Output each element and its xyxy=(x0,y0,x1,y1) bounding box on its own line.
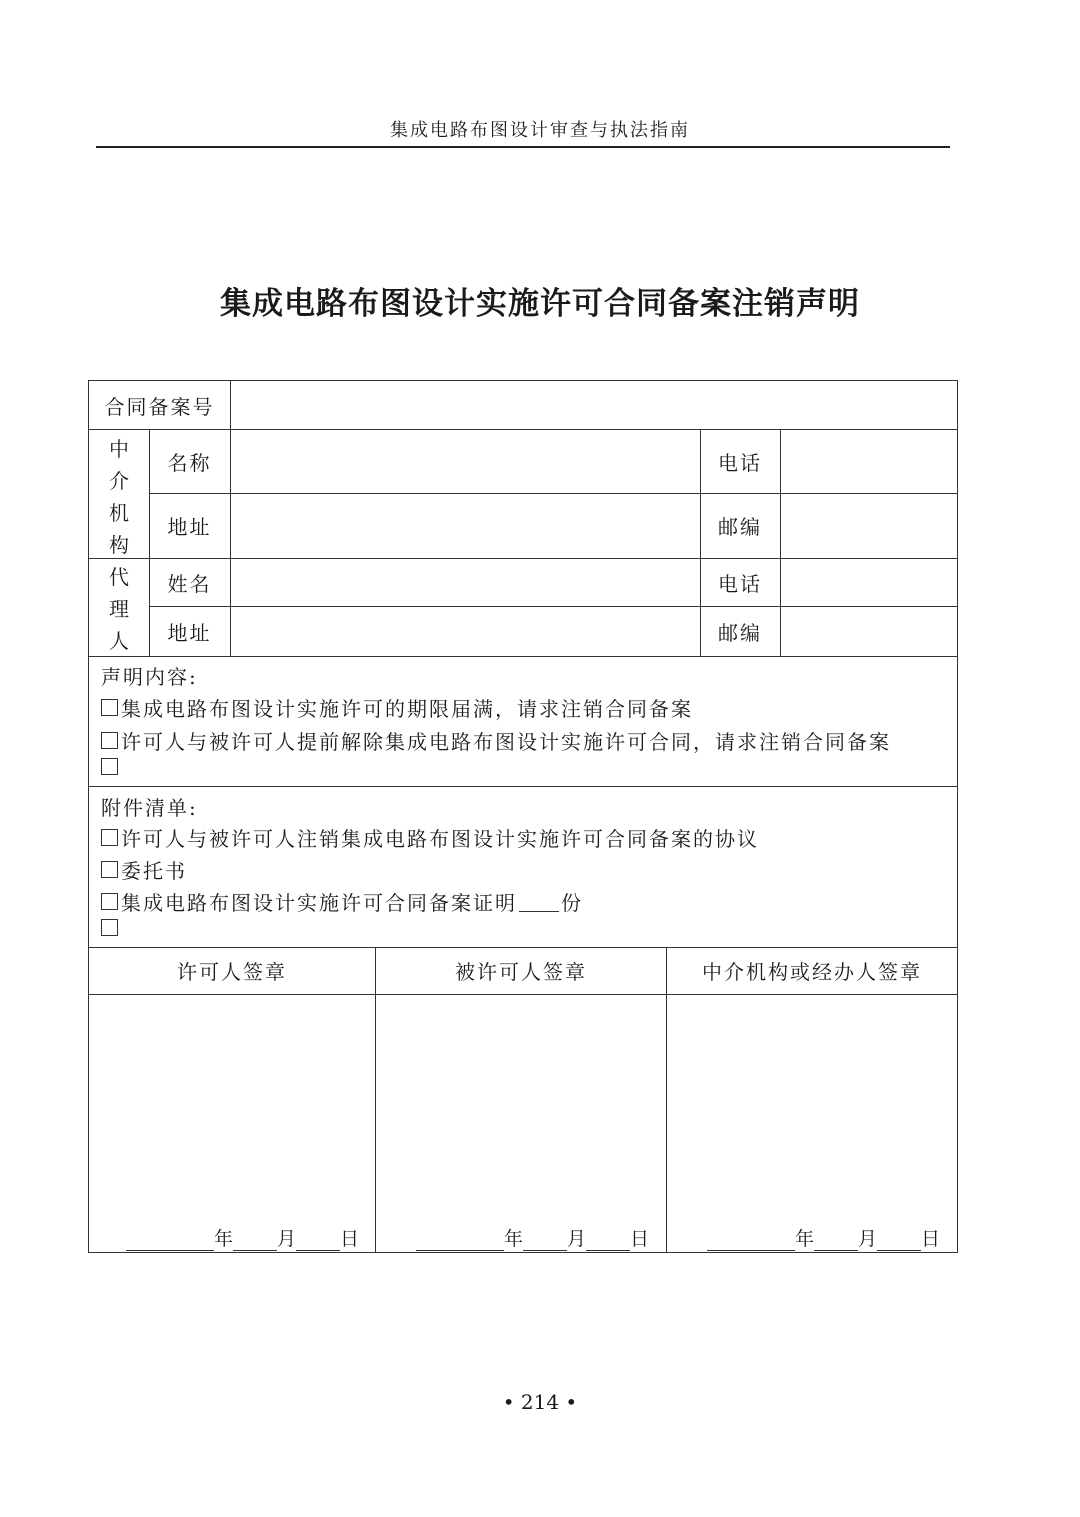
attachment-option[interactable]: 委托书 xyxy=(101,855,187,884)
licensor-date[interactable]: 年 月 日 xyxy=(126,1224,359,1251)
agent-name-field[interactable] xyxy=(231,558,700,606)
agency-name-field[interactable] xyxy=(231,429,700,493)
checkbox[interactable] xyxy=(101,732,118,749)
attachment-option[interactable]: 集成电路布图设计实施许可合同备案证明 份 xyxy=(101,887,583,916)
agency-date[interactable]: 年 月 日 xyxy=(707,1224,940,1251)
licensee-signature-area[interactable] xyxy=(376,995,666,1215)
agent-label: 代 理 人 xyxy=(109,565,129,653)
agent-phone-field[interactable] xyxy=(781,558,957,606)
licensor-signature-area[interactable] xyxy=(89,995,375,1215)
agency-name-label: 名称 xyxy=(167,450,212,475)
checkbox[interactable] xyxy=(101,893,118,910)
running-head: 集成电路布图设计审查与执法指南 xyxy=(390,120,690,141)
agent-phone-label: 电话 xyxy=(718,571,762,596)
agency-signature-area[interactable] xyxy=(667,995,957,1215)
licensor-signature-label: 许可人签章 xyxy=(177,960,287,984)
cancellation-form xyxy=(88,380,958,1253)
agent-address-field[interactable] xyxy=(231,606,700,656)
page-number: • 214 • xyxy=(502,1390,578,1414)
agency-postcode-label: 邮编 xyxy=(718,515,762,539)
agency-phone-label: 电话 xyxy=(718,450,762,475)
agency-postcode-field[interactable] xyxy=(781,493,957,558)
attachments-heading: 附件清单: xyxy=(101,796,198,820)
agent-postcode-field[interactable] xyxy=(781,606,957,656)
agency-phone-field[interactable] xyxy=(781,429,957,493)
agency-signature-label: 中介机构或经办人签章 xyxy=(702,960,922,984)
agent-name-label: 姓名 xyxy=(167,571,212,596)
attachment-option[interactable]: 许可人与被许可人注销集成电路布图设计实施许可合同备案的协议 xyxy=(101,823,759,852)
statement-option[interactable]: 集成电路布图设计实施许可的期限届满，请求注销合同备案 xyxy=(101,693,693,722)
agent-postcode-label: 邮编 xyxy=(718,620,762,645)
licensee-date[interactable]: 年 月 日 xyxy=(416,1224,649,1251)
header-rule xyxy=(96,146,950,148)
agent-address-label: 地址 xyxy=(167,620,212,645)
statement-heading: 声明内容: xyxy=(101,665,198,689)
agency-label: 中 介 机 构 xyxy=(109,437,129,557)
agency-address-field[interactable] xyxy=(231,493,700,558)
statement-option[interactable] xyxy=(101,758,121,775)
checkbox[interactable] xyxy=(101,919,118,936)
statement-option[interactable]: 许可人与被许可人提前解除集成电路布图设计实施许可合同，请求注销合同备案 xyxy=(101,726,891,755)
copies-blank[interactable] xyxy=(519,891,559,912)
checkbox[interactable] xyxy=(101,861,118,878)
contract-no-field[interactable] xyxy=(231,381,957,429)
checkbox[interactable] xyxy=(101,758,118,775)
checkbox[interactable] xyxy=(101,829,118,846)
attachment-option[interactable] xyxy=(101,919,121,936)
page-title: 集成电路布图设计实施许可合同备案注销声明 xyxy=(220,286,860,322)
agency-address-label: 地址 xyxy=(167,515,212,539)
licensee-signature-label: 被许可人签章 xyxy=(455,960,587,984)
checkbox[interactable] xyxy=(101,699,118,716)
contract-no-label: 合同备案号 xyxy=(104,394,215,419)
